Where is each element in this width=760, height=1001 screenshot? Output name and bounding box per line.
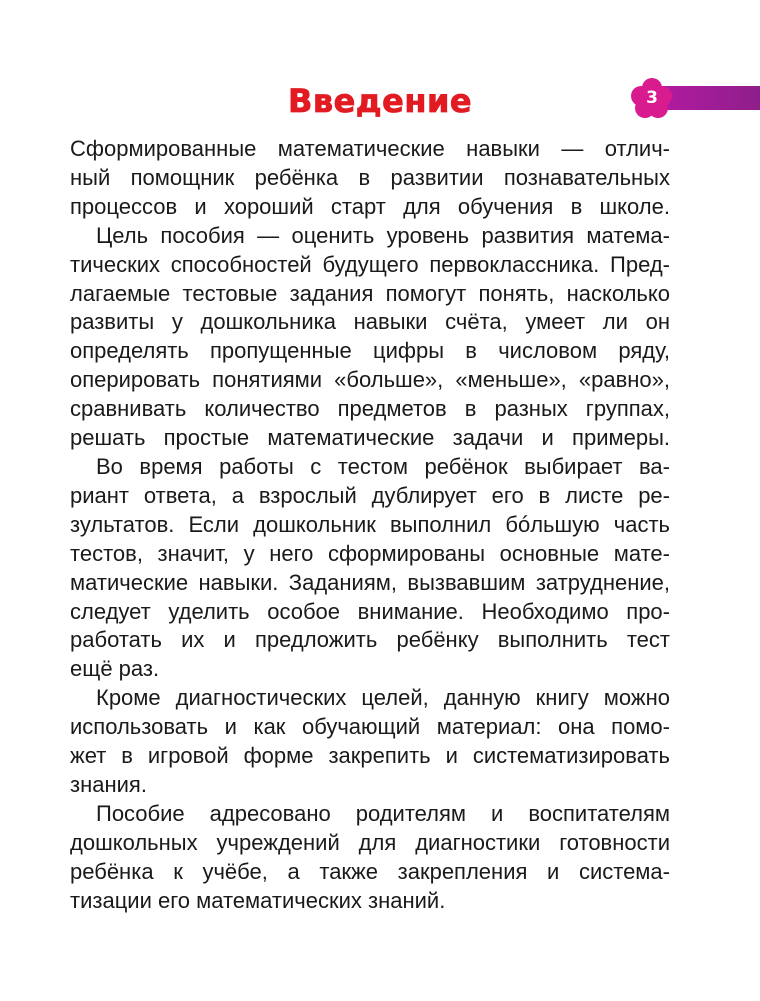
- text-line: лагаемые тестовые задания помогут понять, насколько: [70, 280, 670, 306]
- text-line: Кроме диагностических целей, данную книгу можно: [96, 685, 670, 711]
- text-line: использовать и как обучающий материал: она помо-: [70, 714, 670, 740]
- text-line: ный помощник ребёнка в развитии познавательных: [70, 164, 670, 190]
- text-line: тестов, значит, у него сформированы основные мате-: [70, 540, 670, 566]
- page-title: Введение: [287, 82, 473, 120]
- text-line: Сформированные математические навыки — отлич-: [70, 136, 670, 161]
- page-number: 3: [646, 88, 658, 108]
- text-line: определять пропущенные цифры в числовом ряду,: [70, 338, 670, 364]
- body-text: [70, 135, 670, 915]
- text-line: работать их и предложить ребёнку выполнить тест: [70, 627, 670, 653]
- text-line: решать простые математические задачи и примеры.: [70, 425, 670, 451]
- text-line: развиты у дошкольника навыки счёта, умеет ли он: [70, 309, 670, 335]
- text-line: знания.: [70, 771, 147, 797]
- text-line: жет в игровой форме закрепить и систематизировать: [70, 743, 670, 769]
- text-line: Во время работы с тестом ребёнок выбирает ва-: [96, 453, 670, 479]
- text-line: ребёнка к учёбе, а также закрепления и система-: [70, 858, 670, 884]
- text-line: тизации его математических знаний.: [70, 887, 446, 913]
- text-line: ещё раз.: [70, 656, 160, 682]
- text-line: следует уделить особое внимание. Необходимо про-: [70, 598, 670, 624]
- text-line: оперировать понятиями «больше», «меньше», «равно»,: [70, 367, 670, 393]
- text-line: зультатов. Если дошкольник выполнил бóльшую часть: [70, 511, 670, 537]
- text-line: тических способностей будущего первоклассника. Пред-: [70, 251, 670, 277]
- text-line: риант ответа, а взрослый дублирует его в листе ре-: [70, 482, 670, 508]
- text-line: матические навыки. Заданиям, вызвавшим затруднение,: [70, 569, 670, 595]
- text-line: процессов и хороший старт для обучения в школе.: [70, 193, 670, 219]
- text-line: дошкольных учреждений для диагностики готовности: [70, 829, 670, 855]
- text-line: Цель пособия — оценить уровень развития матема-: [96, 222, 670, 248]
- text-line: сравнивать количество предметов в разных группах,: [70, 396, 670, 422]
- text-line: Пособие адресовано родителям и воспитателям: [96, 800, 670, 826]
